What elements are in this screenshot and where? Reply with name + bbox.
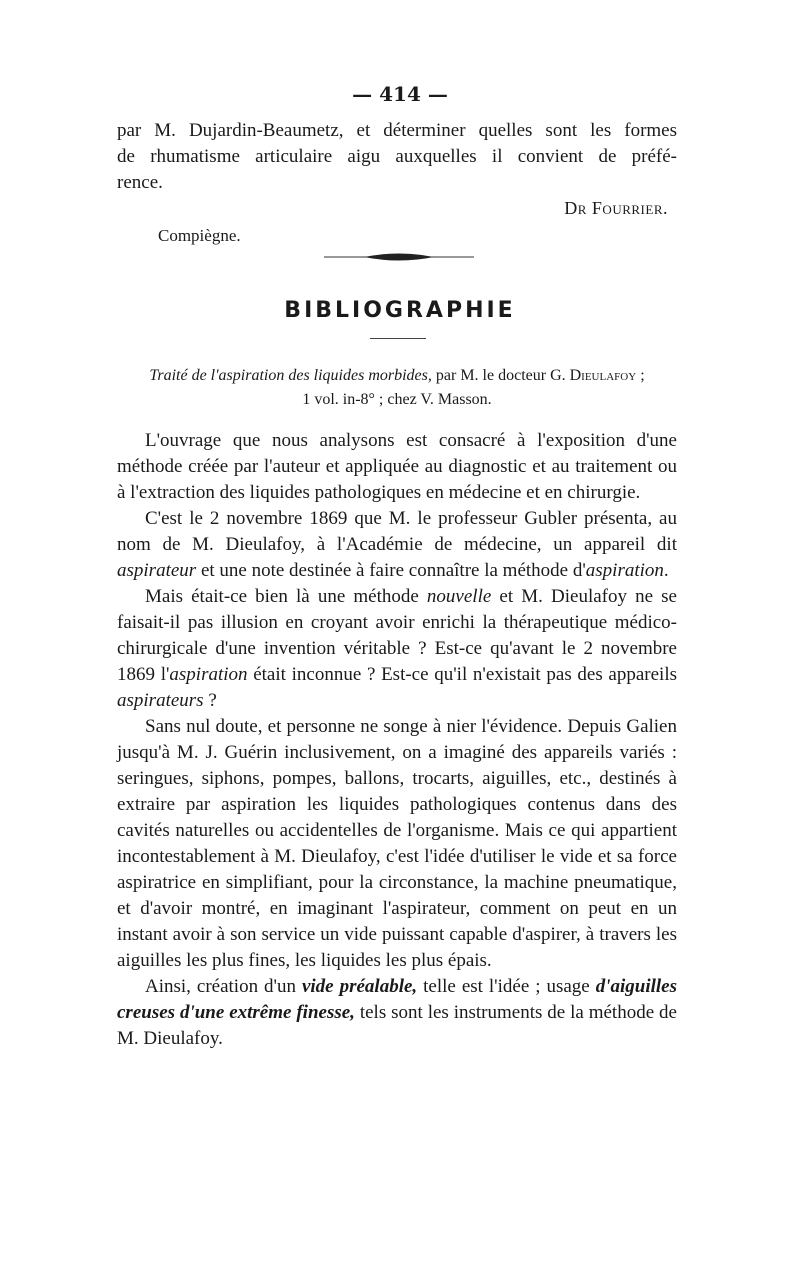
- citation-author: Dieulafoy: [569, 367, 637, 384]
- p3-g: ?: [203, 690, 217, 711]
- p3-c: et M. Dieulafoy ne se faisait-il pas illusion en croyant avoir enrichi la thérapeutique médico-chirurgicale d'une invention véritable ? Est-ce qu'avant le 2 novembre 1869 l': [117, 586, 677, 685]
- p5-b: vide préalable,: [301, 976, 418, 997]
- title-rule: [370, 338, 426, 339]
- citation-tail: ;: [636, 367, 645, 384]
- signature-place: Compiègne.: [158, 226, 241, 245]
- paragraph-2: [117, 506, 677, 584]
- p5-d: d'aiguilles creuses d'une extrême finesse,: [117, 976, 678, 1023]
- p2-e: .: [663, 560, 669, 581]
- citation-line-1: [117, 364, 677, 388]
- citation: [117, 364, 677, 412]
- p2-d: aspiration: [585, 560, 664, 581]
- review-body: [117, 428, 677, 1052]
- p3-d: aspiration: [169, 664, 248, 685]
- intro-line-3: rence.: [117, 172, 163, 193]
- citation-title: Traité de l'aspiration des liquides morbides,: [149, 367, 432, 384]
- author-signature: Dr Fourrier.: [564, 198, 668, 218]
- citation-line-2: 1 vol. in-8° ; chez V. Masson.: [302, 391, 492, 408]
- p3-b: nouvelle: [426, 586, 492, 607]
- paragraph-1: L'ouvrage que nous analysons est consacré à l'exposition d'une méthode créée par l'auteur et appliquée au diagnostic et au traitement ou à l'extraction des liquides pathologiques en médecine et en chirurgie.: [117, 430, 677, 503]
- paragraph-4: Sans nul doute, et personne ne songe à nier l'évidence. Depuis Galien jusqu'à M. J. Guérin inclusivement, on a imaginé des appareils variés : seringues, siphons, pompes, ballons, trocarts, aiguilles, etc., destinés à extraire par aspiration les liquides pathologiques contenus dans des cavités naturelles ou accidentelles de l'organisme. Mais ce qui appartient incontestablement à M. Dieulafoy, c'est l'idée d'utiliser le vide et sa force aspiratrice en simplifiant, pour la circonstance, la machine pneumatique, et d'avoir montré, en imaginant l'aspirateur, comment on peut en un instant avoir à son service un vide puissant capable d'aspirer, à travers les aiguilles les plus fines, les liquides les plus épais.: [117, 716, 677, 971]
- p3-f: aspirateurs: [117, 690, 204, 711]
- paragraph-3: [117, 584, 677, 714]
- ornament-divider: [324, 250, 474, 264]
- p2-a: C'est le 2 novembre 1869 que M. le professeur Gubler présenta, au nom de M. Dieulafoy, à l'Académie de médecine, un appareil dit: [117, 508, 677, 555]
- intro-line-1: par M. Dujardin-Beaumetz, et déterminer quelles sont les formes: [117, 120, 677, 141]
- p3-e: était inconnue ? Est-ce qu'il n'existait pas des appareils: [247, 664, 678, 685]
- p5-e: tels sont les instruments de la méthode de M. Dieulafoy.: [117, 1002, 677, 1049]
- citation-rest: par M. le docteur G.: [431, 367, 570, 384]
- intro-paragraph: [117, 118, 677, 196]
- section-title: BIBLIOGRAPHIE: [284, 298, 516, 323]
- p3-a: Mais était-ce bien là une méthode: [145, 586, 427, 607]
- p5-c: telle est l'idée ; usage: [417, 976, 596, 997]
- p5-a: Ainsi, création d'un: [145, 976, 302, 997]
- p2-b: aspirateur: [117, 560, 197, 581]
- p2-c: et une note destinée à faire connaître la méthode d': [196, 560, 586, 581]
- page-number: — 414 —: [352, 82, 448, 106]
- paragraph-5: [117, 974, 677, 1052]
- intro-line-2: de rhumatisme articulaire aigu auxquelles il convient de préfé-: [117, 146, 677, 167]
